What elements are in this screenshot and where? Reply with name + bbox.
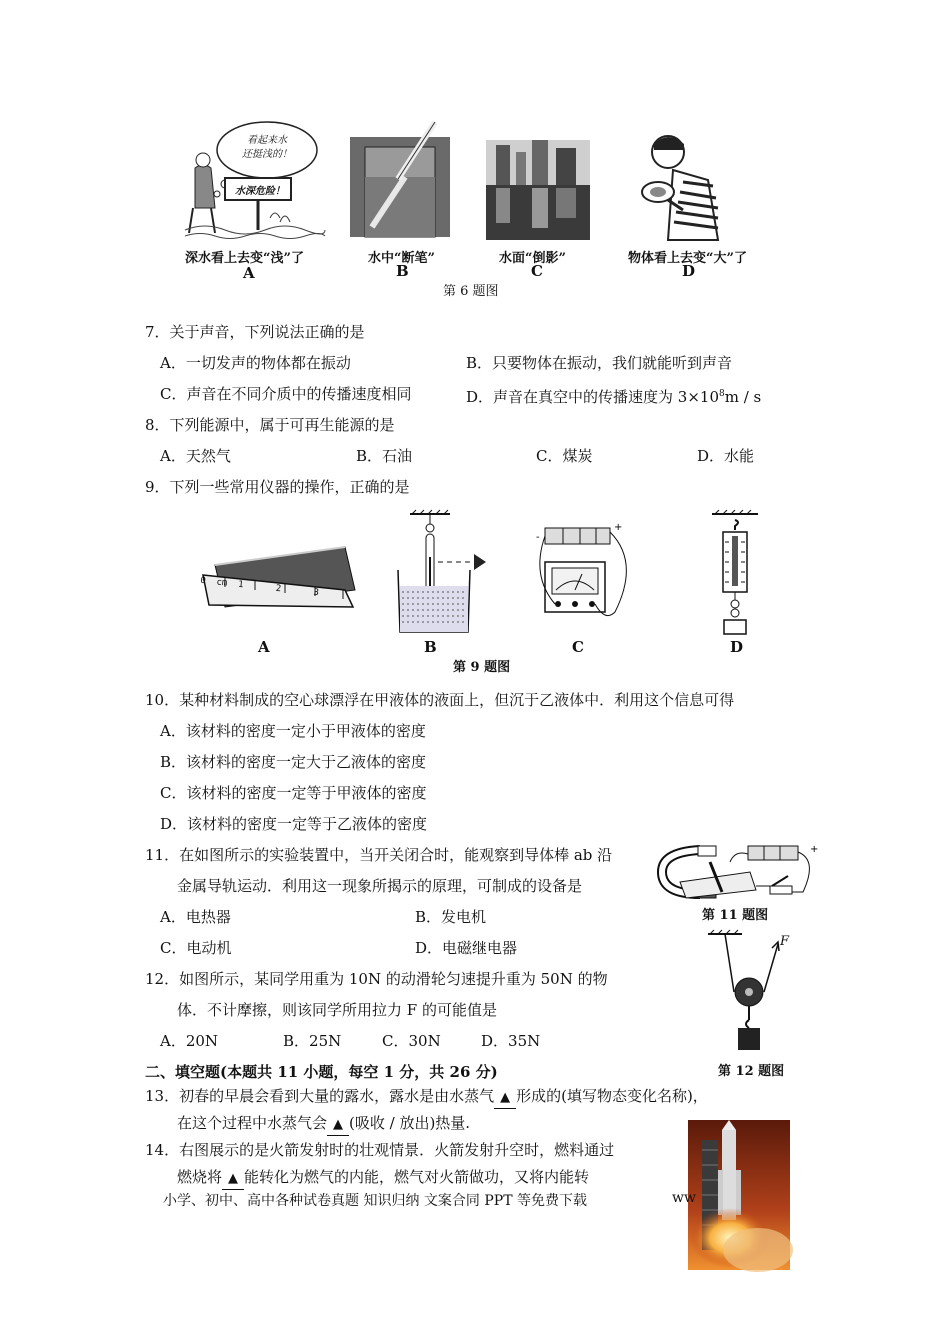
q7-option-a: A．一切发声的物体都在振动 (160, 354, 351, 372)
q10-stem: 10．某种材料制成的空心球漂浮在甲液体的液面上，但沉于乙液体中．利用这个信息可得 (145, 691, 735, 709)
q6-caption-c: 水面“倒影” (499, 251, 566, 266)
q12-option-d: D．35N (481, 1032, 541, 1050)
q7-option-d-main: D．声音在真空中的传播速度为 3×10 (466, 388, 719, 406)
q9-figure-c-circuit (530, 522, 635, 632)
q14-line-2 (177, 1167, 589, 1190)
q13-blank-2[interactable]: ▲ (327, 1115, 349, 1136)
q9-letter-a: A (258, 638, 270, 656)
q7-option-c: C．声音在不同介质中的传播速度相同 (160, 385, 412, 403)
q9-figure-b-thermometer (390, 512, 500, 640)
q10-option-c: C．该材料的密度一定等于甲液体的密度 (160, 784, 427, 802)
q13-blank-1[interactable]: ▲ (494, 1088, 516, 1109)
q14-rocket-photo (688, 1120, 790, 1270)
q7-option-d (466, 384, 761, 407)
q10-option-a: A．该材料的密度一定小于甲液体的密度 (160, 722, 426, 740)
q6-caption-b: 水中“断笔” (368, 251, 435, 266)
q10-option-d: D．该材料的密度一定等于乙液体的密度 (160, 815, 428, 833)
q14-line-2-post: 能转化为燃气的内能，燃气对火箭做功，又将内能转 (244, 1168, 590, 1186)
q14-line-2-pre: 燃烧将 (177, 1168, 223, 1186)
q13-line-2-pre: 在这个过程中水蒸气会 (177, 1114, 328, 1132)
q13-line-1-post: 形成的(填写物态变化名称)， (516, 1087, 708, 1105)
q13-line-2 (177, 1113, 470, 1136)
q9-figure-d-spring-scale (710, 512, 760, 637)
q12-option-c: C．30N (382, 1032, 441, 1050)
q11-stem-line-1: 11．在如图所示的实验装置中，当开关闭合时，能观察到导体棒 ab 沿 (145, 846, 613, 864)
q6-figure-caption: 第 6 题图 (443, 284, 499, 299)
q10-option-b: B．该材料的密度一定大于乙液体的密度 (160, 753, 427, 771)
q7-option-b: B．只要物体在振动，我们就能听到声音 (466, 354, 733, 372)
section-2-title: 二、填空题(本题共 11 小题，每空 1 分，共 26 分) (145, 1063, 498, 1081)
q9-ruler-label: 0 cm 1 2 3 (199, 575, 320, 599)
q6-letter-b: B (396, 262, 409, 280)
q6-sign-text: 水深危险！ (235, 186, 285, 197)
q7-option-d-exponent: 8 (719, 389, 725, 399)
q6-caption-a: 深水看上去变“浅”了 (185, 251, 304, 266)
q8-option-d: D．水能 (697, 447, 755, 465)
q11-figure-caption: 第 11 题图 (702, 908, 769, 923)
q6-letter-c: C (531, 262, 543, 280)
cloud-line-1: 看起来水 (247, 135, 287, 146)
q7-stem: 7．关于声音，下列说法正确的是 (145, 323, 365, 341)
q6-cloud-text (232, 134, 302, 162)
q9-stem: 9．下列一些常用仪器的操作，正确的是 (145, 478, 410, 496)
q6-figure-c (486, 140, 590, 240)
q12-force-label: F (780, 934, 790, 949)
q12-option-a: A．20N (160, 1032, 219, 1050)
footer-text: 小学、初中、高中各种试卷真题 知识归纳 文案合同 PPT 等免费下载 (163, 1193, 587, 1209)
q7-option-d-unit: m / s (724, 388, 762, 406)
q6-figure-b (350, 117, 450, 242)
q12-figure-caption: 第 12 题图 (718, 1064, 785, 1079)
q11-option-b: B．发电机 (415, 908, 487, 926)
svg-text:-: - (536, 532, 540, 543)
q9-letter-d: D (730, 638, 744, 656)
q11-option-c: C．电动机 (160, 939, 232, 957)
q12-stem-line-2: 体．不计摩擦，则该同学所用拉力 F 的可能值是 (177, 1001, 497, 1019)
q13-line-2-post: (吸收 / 放出)热量. (349, 1114, 471, 1132)
q9-letter-b: B (424, 638, 437, 656)
q13-line-1-pre: 13．初春的早晨会看到大量的露水，露水是由水蒸气 (145, 1087, 495, 1105)
footer-tail: ww (672, 1190, 696, 1206)
q8-option-a: A．天然气 (160, 447, 231, 465)
q11-figure-magnet-rail (660, 842, 820, 902)
cloud-line-2: 还挺浅的！ (242, 149, 292, 160)
q9-letter-c: C (572, 638, 584, 656)
q12-figure-pulley (700, 930, 790, 1055)
q9-figure-caption: 第 9 题图 (453, 660, 511, 675)
q12-stem-line-1: 12．如图所示，某同学用重为 10N 的动滑轮匀速提升重为 50N 的物 (145, 970, 608, 988)
q8-stem: 8．下列能源中，属于可再生能源的是 (145, 416, 395, 434)
q6-letter-a: A (243, 264, 255, 282)
q6-letter-d: D (682, 262, 696, 280)
q13-line-1 (145, 1086, 708, 1109)
q11-option-a: A．电热器 (160, 908, 231, 926)
q12-option-b: B．25N (283, 1032, 342, 1050)
q8-option-b: B．石油 (356, 447, 413, 465)
svg-text:+: + (614, 522, 623, 533)
q11-stem-line-2: 金属导轨运动．利用这一现象所揭示的原理，可制成的设备是 (177, 877, 583, 895)
q11-option-d: D．电磁继电器 (415, 939, 518, 957)
q14-line-1: 14．右图展示的是火箭发射时的壮观情景．火箭发射升空时，燃料通过 (145, 1141, 615, 1159)
q6-caption-d: 物体看上去变“大”了 (628, 251, 747, 266)
svg-text:+: + (810, 844, 819, 855)
q6-figure-d (628, 130, 728, 245)
q14-blank-1[interactable]: ▲ (222, 1169, 244, 1190)
q8-option-c: C．煤炭 (536, 447, 593, 465)
